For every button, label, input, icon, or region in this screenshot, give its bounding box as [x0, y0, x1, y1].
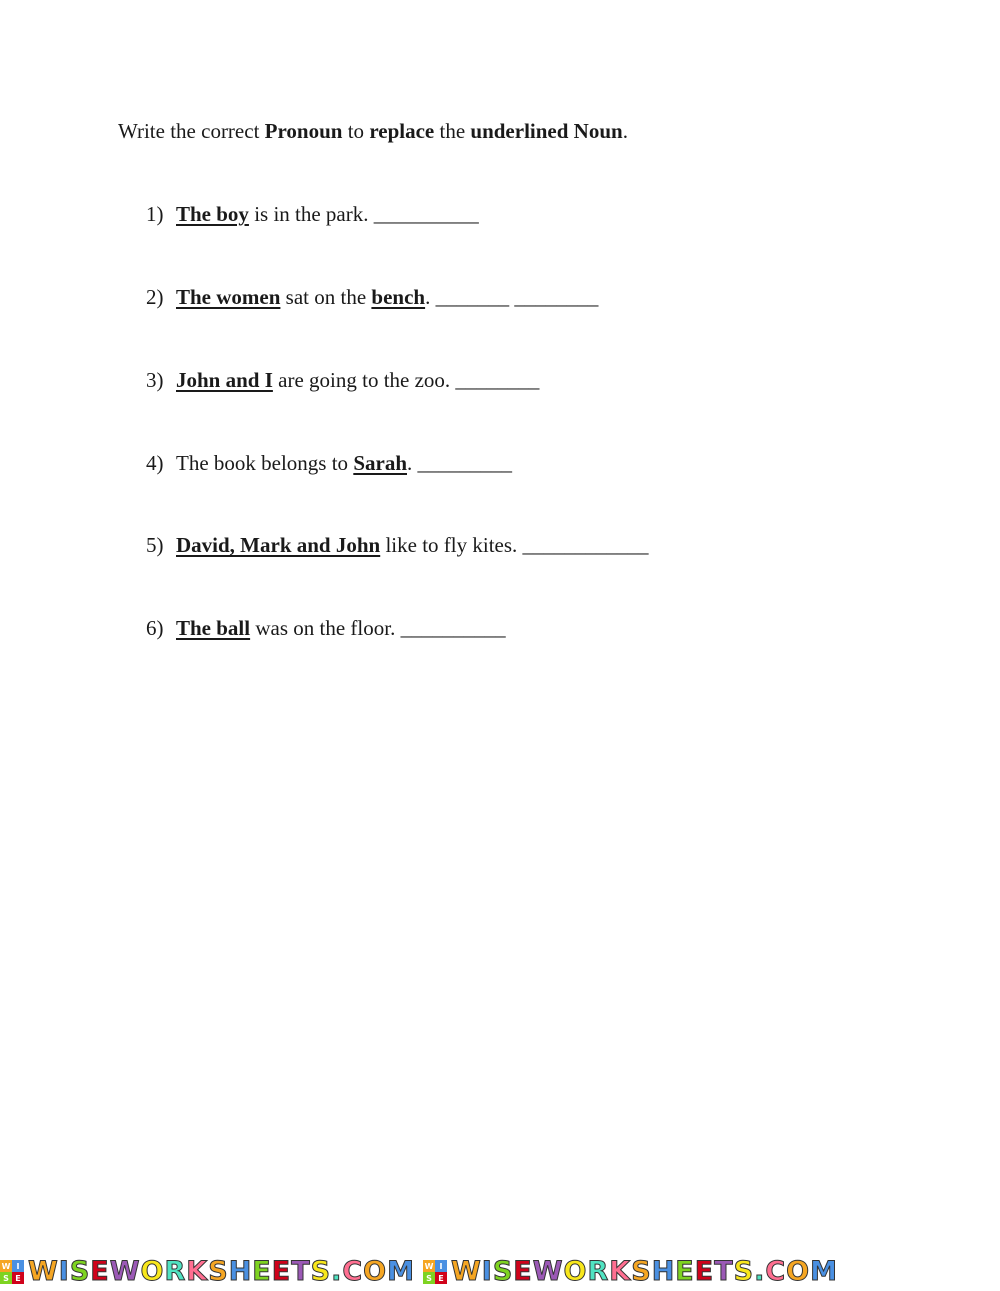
logo-letter: W	[28, 1256, 59, 1287]
logo-letter: M	[810, 1256, 838, 1287]
question-number: 4)	[146, 451, 164, 475]
question-number: 5)	[146, 533, 164, 557]
logo-letter: H	[228, 1256, 253, 1287]
question-text: like to fly kites. ____________	[380, 533, 649, 557]
logo-letter: M	[387, 1256, 415, 1287]
logo-letter: T	[291, 1256, 311, 1287]
logo-letter: W	[109, 1256, 141, 1287]
logo-letter: .	[754, 1256, 766, 1287]
instruction-bold-underlined-noun: underlined Noun	[470, 119, 623, 143]
instruction-bold-replace: replace	[369, 119, 435, 143]
logo-letter: C	[342, 1256, 364, 1287]
question-item	[146, 531, 649, 559]
underlined-noun: The women	[176, 285, 281, 309]
logo-text	[451, 1257, 838, 1287]
logo-mark-letter: S	[0, 1272, 12, 1284]
footer-logo-strip	[0, 1254, 1000, 1290]
question-number: 2)	[146, 285, 164, 309]
worksheet-instruction	[118, 117, 628, 145]
logo-letter: S	[733, 1256, 755, 1287]
logo-letter: E	[513, 1256, 533, 1287]
logo-letter: I	[481, 1256, 493, 1287]
logo-mark-icon	[0, 1260, 24, 1284]
logo-letter: E	[675, 1256, 695, 1287]
logo-mark-letter: E	[435, 1272, 447, 1284]
logo-letter: O	[140, 1256, 165, 1287]
question-text: are going to the zoo. ________	[272, 368, 540, 392]
question-number: 1)	[146, 202, 164, 226]
logo-letter: E	[252, 1256, 272, 1287]
logo-letter: S	[208, 1256, 229, 1287]
logo-mark-letter: I	[435, 1260, 447, 1272]
logo-letter: O	[563, 1256, 588, 1287]
logo-mark-letter: S	[423, 1272, 435, 1284]
logo-letter: R	[587, 1256, 610, 1287]
logo-letter: E	[90, 1256, 110, 1287]
underlined-noun: David, Mark and John	[176, 533, 381, 557]
logo-letter: K	[186, 1256, 209, 1287]
question-item	[146, 614, 506, 642]
logo-mark-letter: W	[1, 1261, 11, 1271]
question-item	[146, 449, 512, 477]
underlined-noun: John and I	[176, 368, 273, 392]
logo-mark-letter: I	[12, 1260, 24, 1272]
underlined-noun: The boy	[176, 202, 249, 226]
logo-letter: O	[363, 1256, 388, 1287]
logo-letter: R	[164, 1256, 187, 1287]
question-text: . _______ ________	[425, 285, 599, 309]
question-number: 3)	[146, 368, 164, 392]
question-text: The book belongs to	[176, 451, 354, 475]
question-text: . _________	[407, 451, 512, 475]
logo-letter: I	[58, 1256, 70, 1287]
logo-mark-letter: W	[424, 1261, 434, 1271]
instruction-text: to	[342, 119, 370, 143]
question-item	[146, 283, 598, 311]
logo-letter: K	[609, 1256, 632, 1287]
question-item	[146, 200, 479, 228]
logo-letter: T	[714, 1256, 734, 1287]
underlined-noun: bench	[371, 285, 426, 309]
instruction-bold-pronoun: Pronoun	[264, 119, 343, 143]
question-text: is in the park. __________	[248, 202, 479, 226]
logo-letter: S	[69, 1256, 91, 1287]
question-text: was on the floor. __________	[250, 616, 506, 640]
logo-text	[28, 1257, 415, 1287]
logo-letter: W	[532, 1256, 564, 1287]
logo-letter: O	[786, 1256, 811, 1287]
instruction-text: Write the correct	[118, 119, 265, 143]
instruction-text: the	[434, 119, 471, 143]
wiseworksheets-logo	[423, 1257, 838, 1287]
logo-letter: E	[271, 1256, 292, 1287]
underlined-noun: The ball	[176, 616, 251, 640]
logo-letter: C	[765, 1256, 787, 1287]
question-item	[146, 366, 539, 394]
logo-letter: .	[331, 1256, 343, 1287]
logo-letter: S	[310, 1256, 332, 1287]
logo-letter: H	[651, 1256, 676, 1287]
logo-mark-letter: E	[12, 1272, 24, 1284]
logo-letter: W	[451, 1256, 482, 1287]
logo-mark-icon	[423, 1260, 447, 1284]
underlined-noun: Sarah	[353, 451, 407, 475]
question-number: 6)	[146, 616, 164, 640]
logo-letter: S	[631, 1256, 652, 1287]
logo-letter: S	[492, 1256, 514, 1287]
wiseworksheets-logo	[0, 1257, 415, 1287]
instruction-text: .	[622, 119, 628, 143]
question-text: sat on the	[280, 285, 372, 309]
logo-letter: E	[694, 1256, 715, 1287]
